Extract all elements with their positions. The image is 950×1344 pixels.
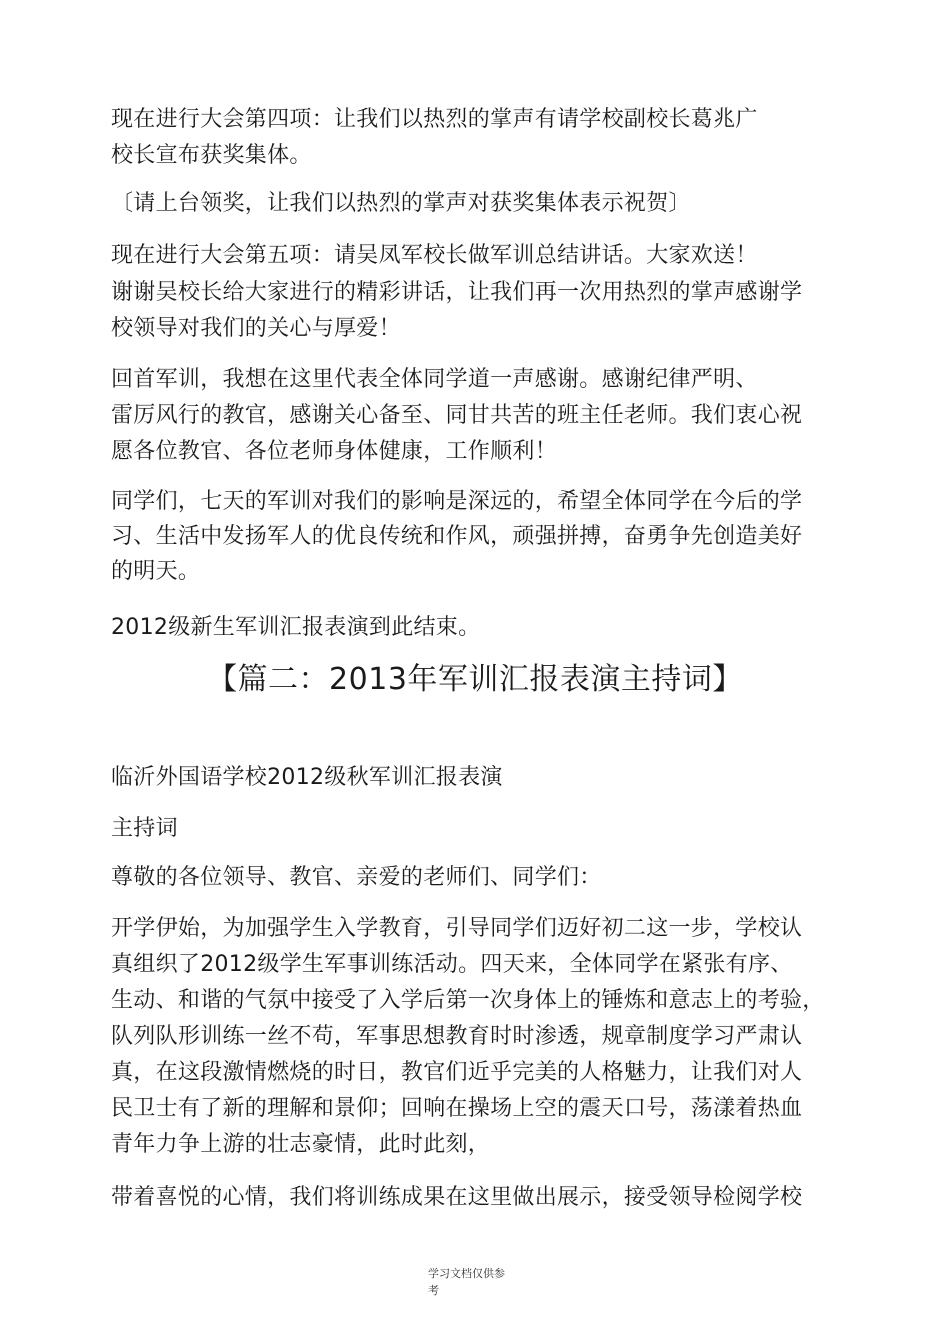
text-line: 校长宣布获奖集体。 (111, 143, 312, 168)
text-line: 主持词 (111, 816, 178, 841)
text-line: 回首军训，我想在这里代表全体同学道一声感谢。感谢纪律严明、 (111, 367, 758, 392)
text-line: 〔请上台领奖，让我们以热烈的掌声对获奖集体表示祝贺〕 (111, 191, 691, 216)
text-line: 同学们，七天的军训对我们的影响是深远的，希望全体同学在今后的学 (111, 489, 803, 514)
text-line: 谢谢吴校长给大家进行的精彩讲话，让我们再一次用热烈的掌声感谢学 (111, 280, 803, 305)
section-title: 【篇二：2013年军训汇报表演主持词】 (207, 662, 743, 697)
text-line: 习、生活中发扬军人的优良传统和作风，顽强拼搏，奋勇争先创造美好 (111, 524, 803, 549)
text-line: 生动、和谐的气氛中接受了入学后第一次身体上的锤炼和意志上的考验， (111, 988, 825, 1013)
text-line: 的明天。 (111, 559, 201, 584)
text-line: 2012级新生军训汇报表演到此结束。 (111, 615, 481, 640)
text-line: 真，在这段激情燃烧的时日，教官们近乎完美的人格魅力，让我们对人 (111, 1060, 803, 1085)
text-line: 尊敬的各位领导、教官、亲爱的老师们、同学们： (111, 865, 602, 890)
footer-text: 考 (428, 1284, 439, 1297)
text-line: 现在进行大会第五项：请吴凤军校长做军训总结讲话。大家欢送！ (111, 243, 758, 268)
text-line: 愿各位教官、各位老师身体健康，工作顺利！ (111, 439, 558, 464)
text-line: 民卫士有了新的理解和景仰；回响在操场上空的震天口号，荡漾着热血 (111, 1096, 803, 1121)
text-line: 雷厉风行的教官，感谢关心备至、同甘共苦的班主任老师。我们衷心祝 (111, 403, 803, 428)
text-line: 临沂外国语学校2012级秋军训汇报表演 (111, 765, 503, 790)
text-line: 开学伊始，为加强学生入学教育，引导同学们迈好初二这一步，学校认 (111, 916, 803, 941)
text-line: 青年力争上游的壮志豪情，此时此刻， (111, 1132, 491, 1157)
text-line: 真组织了2012级学生军事训练活动。四天来，全体同学在紧张有序、 (111, 952, 793, 977)
footer-text: 学习文档仅供参 (428, 1267, 505, 1280)
text-line: 队列队形训练一丝不苟，军事思想教育时时渗透，规章制度学习严肃认 (111, 1024, 803, 1049)
text-line: 校领导对我们的关心与厚爱！ (111, 316, 401, 341)
text-line: 现在进行大会第四项：让我们以热烈的掌声有请学校副校长葛兆广 (111, 107, 758, 132)
text-line: 带着喜悦的心情，我们将训练成果在这里做出展示，接受领导检阅学校 (111, 1185, 803, 1210)
